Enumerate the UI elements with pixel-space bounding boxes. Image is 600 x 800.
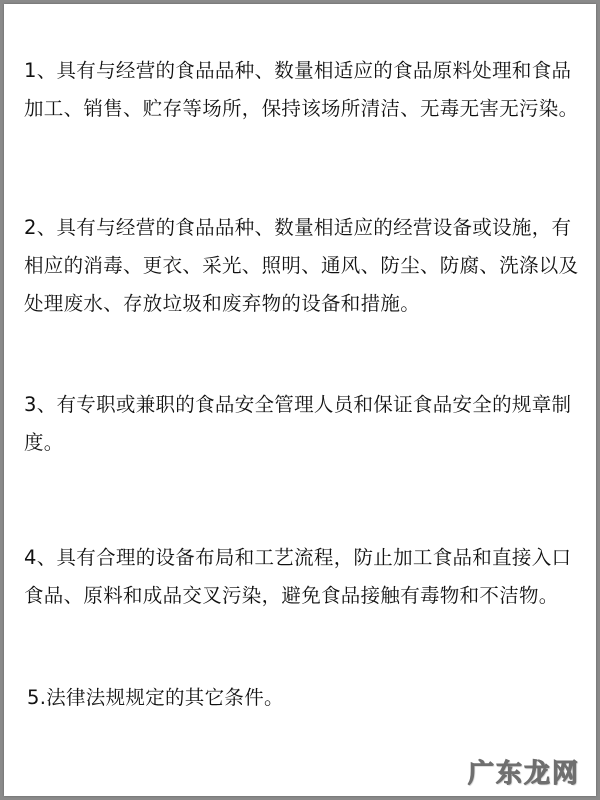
requirement-item-4: 4、具有合理的设备布局和工艺流程，防止加工食品和直接入口食品、原料和成品交叉污染，避免食品接触有毒物和不洁物。 <box>24 546 572 607</box>
requirement-item-2: 2、具有与经营的食品品种、数量相适应的经营设备或设施，有相应的消毒、更衣、采光、照明、通风、防尘、防腐、洗涤以及处理废水、存放垃圾和废弃物的设备和措施。 <box>24 216 579 315</box>
requirement-item-3: 3、有专职或兼职的食品安全管理人员和保证食品安全的规章制度。 <box>24 393 572 454</box>
document-page <box>4 4 596 796</box>
site-watermark: 广东龙网 <box>467 759 580 789</box>
requirement-item-5: 5.法律法规规定的其它条件。 <box>27 686 284 709</box>
requirement-item-1: 1、具有与经营的食品品种、数量相适应的食品原料处理和食品加工、销售、贮存等场所，保持该场所清洁、无毒无害无污染。 <box>24 59 579 120</box>
